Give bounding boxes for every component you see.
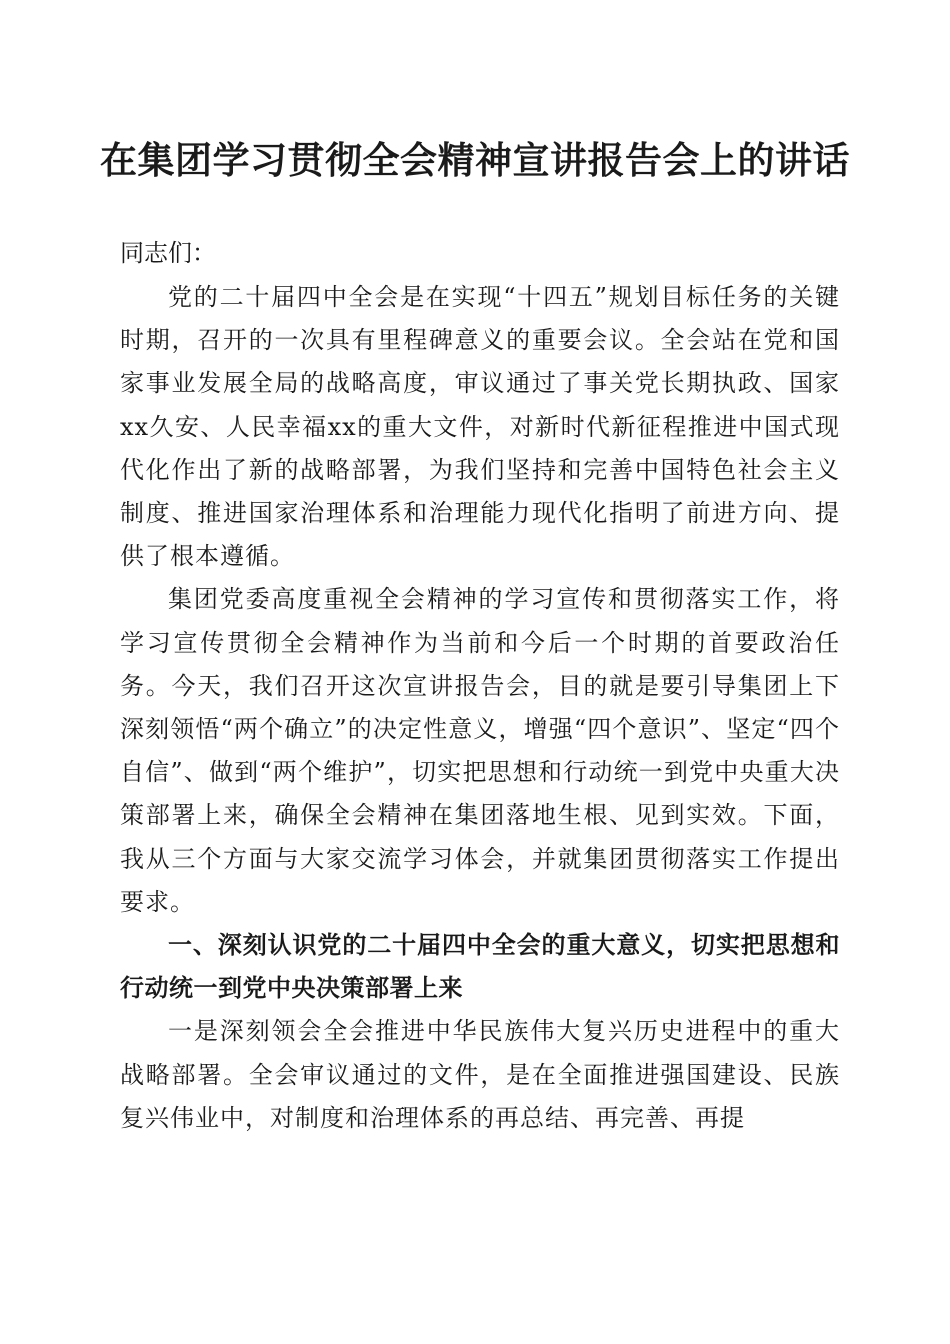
section-heading: 一、深刻认识党的二十届四中全会的重大意义，切实把思想和行动统一到党中央决策部署上来 [120,931,840,1003]
document-title: 在集团学习贯彻全会精神宣讲报告会上的讲话 [100,138,850,182]
paragraph-point-one: 一是深刻领会全会推进中华民族伟大复兴历史进程中的重大战略部署。全会审议通过的文件，是在全面推进强国建设、民族复兴伟业中，对制度和治理体系的再总结、再完善、再提 [120,1017,840,1132]
salutation: 同志们： [120,239,216,267]
document-body [120,276,840,1140]
paragraph-purpose: 集团党委高度重视全会精神的学习宣传和贯彻落实工作，将学习宣传贯彻全会精神作为当前和今后一个时期的首要政治任务。今天，我们召开这次宣讲报告会，目的就是要引导集团上下深刻领悟“两个确立”的决定性意义，增强“四个意识”、坚定“四个自信”、做到“两个维护”，切实把思想和行动统一到党中央重大决策部署上来，确保全会精神在集团落地生根、见到实效。下面，我从三个方面与大家交流学习体会，并就集团贯彻落实工作提出要求。 [120,585,840,916]
paragraph-intro: 党的二十届四中全会是在实现“十四五”规划目标任务的关键时期，召开的一次具有里程碑意义的重要会议。全会站在党和国家事业发展全局的战略高度，审议通过了事关党长期执政、国家xx久安、人民幸福xx的重大文件，对新时代新征程推进中国式现代化作出了新的战略部署，为我们坚持和完善中国特色社会主义制度、推进国家治理体系和治理能力现代化指明了前进方向、提供了根本遵循。 [120,283,840,571]
